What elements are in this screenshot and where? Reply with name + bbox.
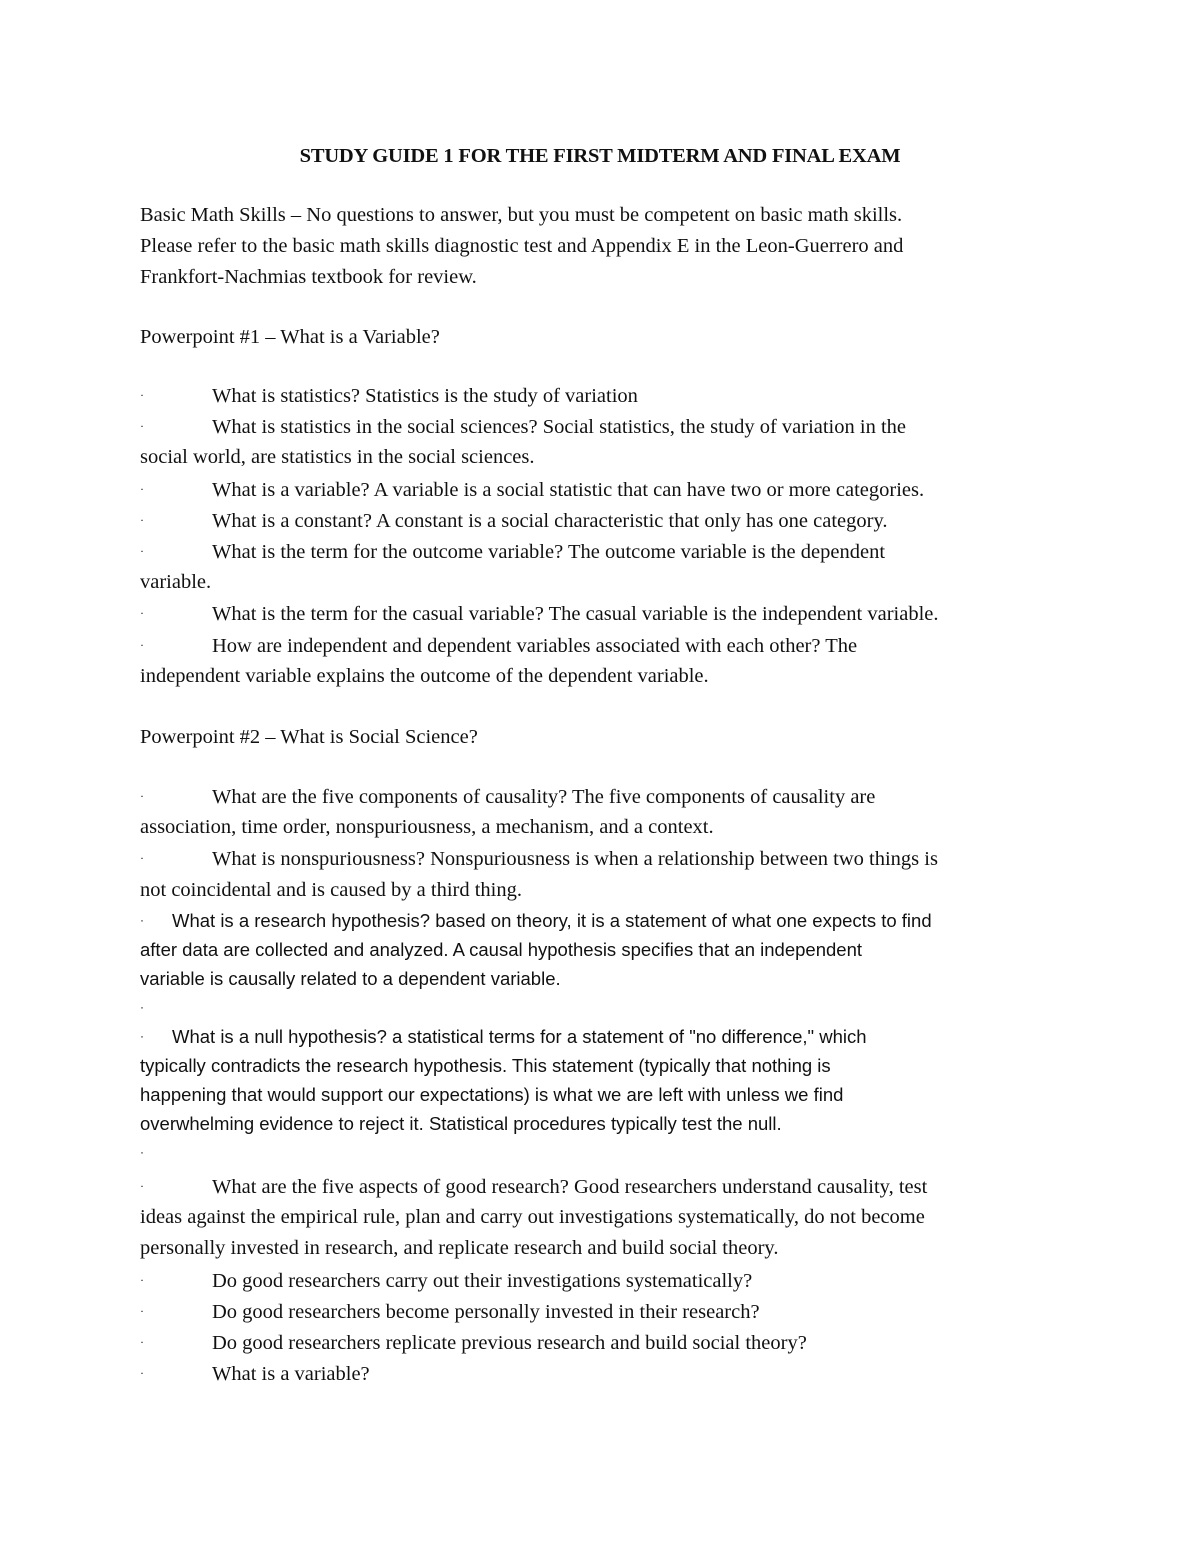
list-item-continuation: ideas against the empirical rule, plan and carry out investigations systematically, do not become [140, 1206, 925, 1229]
intro-paragraph [140, 200, 1060, 294]
list-item-continuation: variable. [140, 571, 212, 594]
bullet: · [140, 481, 144, 496]
section2-hypotheses [140, 906, 1060, 1167]
list-item-continuation: independent variable explains the outcome of the dependent variable. [140, 664, 709, 687]
section2-heading-block [140, 722, 1060, 753]
list-item: · Do good researchers replicate previous research and build social theory? [140, 1327, 1060, 1358]
intro-line: Frankfort-Nachmias textbook for review. [140, 266, 477, 289]
intro-line: Basic Math Skills – No questions to answer, but you must be competent on basic math skills. [140, 204, 903, 226]
bullet: · [140, 913, 144, 927]
list-item-continuation: typically contradicts the research hypothesis. This statement (typically that nothing is [140, 1055, 831, 1076]
bullet: · [140, 419, 144, 434]
section1-heading: Powerpoint #1 – What is a Variable? [140, 326, 440, 348]
list-item-continuation: association, time order, nonspuriousness, a mechanism, and a context. [140, 816, 714, 839]
list-item-continuation: not coincidental and is caused by a third thing. [140, 878, 523, 901]
list-item: · Do good researchers carry out their investigations systematically? [140, 1265, 1060, 1296]
list-item: · What are the five aspects of good research? Good researchers understand causality, test [140, 1171, 1060, 1202]
list-item-continuation: overwhelming evidence to reject it. Statistical procedures typically test the null. [140, 1113, 782, 1134]
section2-list-a [140, 781, 1060, 906]
bullet: · [140, 1303, 144, 1318]
list-item: · What is a research hypothesis? based on theory, it is a statement of what one expects to find [140, 906, 1060, 935]
list-item: · Do good researchers become personally invested in their research? [140, 1296, 1060, 1327]
list-item: · What is statistics? Statistics is the study of variation [140, 380, 1060, 411]
intro-line: Please refer to the basic math skills diagnostic test and Appendix E in the Leon-Guerrero and [140, 235, 904, 258]
list-item-continuation: personally invested in research, and replicate research and build social theory. [140, 1237, 779, 1260]
bullet: · [140, 637, 144, 652]
list-item-continuation: happening that would support our expectations) is what we are left with unless we find [140, 1084, 844, 1105]
list-item: · What is a variable? [140, 1358, 1060, 1389]
empty-list-item [140, 993, 1060, 1022]
bullet: · [140, 388, 144, 402]
section1-list [140, 380, 1060, 692]
bullet: · [140, 606, 144, 621]
list-item-continuation: after data are collected and analyzed. A causal hypothesis specifies that an independent [140, 939, 862, 960]
list-item: · What is a null hypothesis? a statistical terms for a statement of "no difference," which [140, 1022, 1060, 1051]
bullet: · [140, 851, 144, 866]
bullet: · [140, 789, 144, 803]
bullet: · [140, 1366, 144, 1381]
document-title: STUDY GUIDE 1 FOR THE FIRST MIDTERM AND FINAL EXAM [299, 145, 901, 167]
section2-heading: Powerpoint #2 – What is Social Science? [140, 726, 478, 748]
bullet: · [140, 1272, 144, 1287]
section2-list-b [140, 1171, 1060, 1389]
bullet: · [140, 1000, 144, 1014]
bullet: · [140, 1029, 144, 1043]
bullet: · [140, 1179, 144, 1193]
bullet: · [140, 543, 144, 558]
list-item: · What is nonspuriousness? Nonspuriousness is when a relationship between two things is [140, 843, 1060, 874]
list-item: · How are independent and dependent variables associated with each other? The [140, 630, 1060, 661]
list-item: · What is a constant? A constant is a social characteristic that only has one category. [140, 505, 1060, 536]
list-item-continuation: variable is causally related to a dependent variable. [140, 968, 561, 989]
section1-heading-block [140, 322, 1060, 353]
list-item-continuation: social world, are statistics in the social sciences. [140, 446, 535, 469]
list-item: · What are the five components of causality? The five components of causality are [140, 781, 1060, 812]
list-item: · What is a variable? A variable is a social statistic that can have two or more categories. [140, 474, 1060, 505]
list-item: · What is the term for the casual variable? The casual variable is the independent variable. [140, 598, 1060, 629]
bullet: · [140, 1145, 144, 1159]
list-item: · What is statistics in the social sciences? Social statistics, the study of variation in the [140, 411, 1060, 442]
bullet: · [140, 1334, 144, 1349]
empty-list-item [140, 1138, 1060, 1167]
bullet: · [140, 512, 144, 527]
list-item: · What is the term for the outcome variable? The outcome variable is the dependent [140, 536, 1060, 567]
